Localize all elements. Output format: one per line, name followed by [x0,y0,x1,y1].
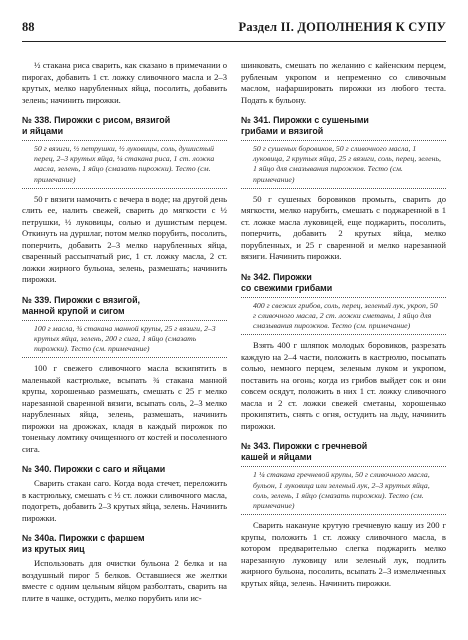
page-header [22,16,446,42]
recipe-title-340a-line1: № 340а. Пирожки с фаршем [22,533,145,544]
running-head: Раздел II. ДОПОЛНЕНИЯ К СУПУ [238,20,446,34]
ingredients-341: 50 г сушеных боровиков, 50 г сливочного масла, 1 луковица, 2 крутых яйца, 25 г вязиги, соль, перец, зелень, 1 яйцо для смазывания пирожков. Тесто (см. примечание) [241,140,446,189]
left-column [22,60,227,604]
recipe-title-342-line2: со свежими грибами [241,282,333,293]
recipe-title-338-line2: и яйцами [22,126,64,136]
recipe-title-338-line1: № 338. Пирожки с рисом, вязигой [22,115,171,125]
recipe-title-340: № 340. Пирожки с саго и яйцами [22,464,166,475]
recipe-body-339: 100 г свежего сливочного масла вскипятить в маленькой кастрюльке, всыпать ¾ стакана манной крупы, хорошенько размешать, смешать с 25 г мелко нарезанной сваренной вязиги, всыпать соль, 2–3 мелко нарубленных яйца, зелень, размешать, начинить пирожки на дрожжах, кладя в каждый пирожок по тоненьку ломтику очищенного от костей и посоленного сига. [22,363,227,454]
recipe-title-339-line1: № 339. Пирожки с вязигой, [22,294,141,305]
recipe-title-339 [22,295,227,317]
ingredients-339: 100 г масла, ¾ стакана манной крупы, 25 г вязиги, 2–3 крутых яйца, зелень, 200 г сига, 1 яйцо (смазать пирожки). Тесто (см. примечание) [22,320,227,359]
recipe-title-340a [22,533,227,555]
recipe-title-343-line1: № 343. Пирожки с гречневой [241,441,368,452]
recipe-title-342-line1: № 342. Пирожки [241,271,312,282]
recipe-title-340a-line2: из крутых яиц [22,544,85,555]
ingredients-338: 50 г вязиги, ½ петрушки, ½ луковицы, соль, душистый перец, 2–3 крутых яйца, ¼ стакана риса, 1 ст. ложка масла, зелень, 1 яйцо (смазать пирожки). Тесто (см. примечание) [22,140,227,189]
recipe-body-338: 50 г вязиги намочить с вечера в воде; на другой день слить ее, налить свежей, сварить до мягкости с ½ петрушки, ½ луковицы, солью и душистым перцем. Откинуть на дуршлаг, потом мелко порубить, посолить, поперчить, добавить 2–3 мелко нарубленных яйца, сваренный рассыпчатый рис, 1 ст. ложку масла, 2 ст. ложки жирного бульона, зелень, размешать; начинить пирожки. [22,193,227,285]
recipe-title-343-line2: кашей и яйцами [241,452,312,463]
recipe-body-343: Сварить накануне крутую гречневую кашу из 200 г крупы, положить 1 ст. ложку сливочного масла, в котором предварительно слегка поджарить мелко нарезанную луковицу или зеленый лук, подлить жирного бульона, посолить, всыпать 2–3 измельченных крутых яйца, зелень. Начинить пирожки. [241,520,446,588]
ingredients-342: 400 г свежих грибов, соль, перец, зеленый лук, укроп, 50 г сливочного масла, 2 ст. ложки сметаны, 1 яйцо для смазывания пирожков. Тесто (см. примечание) [241,297,446,336]
right-column [241,60,446,589]
recipe-body-341: 50 г сушеных боровиков промыть, сварить до мягкости, мелко нарубить, смешать с поджаренной в 1 ст. ложке масла луковицей, еще поджарить, посолить, поперчить, добавить 2 крутых яйца, мелко порубленных, и 25 г сваренной и мелко нарезанной вязиги. Начинить пирожки. [241,193,446,262]
recipe-title-341-line1: № 341. Пирожки с сушеными [241,115,369,125]
ingredients-343: 1 ¼ стакана гречневой крупы, 50 г сливочного масла, бульон, 1 луковица или зеленый лук, 2–3 крутых яйца, соль, зелень, 1 яйцо (смазать пирожки). Тесто (см. примечание) [241,466,446,515]
recipe-title-342 [241,272,446,294]
recipe-title-341-line2: грибами и вязигой [241,126,324,136]
continuation-paragraph: шинковать, смешать по желанию с кайенским перцем, рубленым укропом и непременно со сливочным маслом, нафаршировать пирожки из любого теста. Подать к бульону. [241,60,446,105]
recipe-title-339-line2: манной крупой и сигом [22,305,125,316]
page-number: 88 [22,20,35,34]
recipe-body-340: Сварить стакан саго. Когда вода стечет, переложить в кастрюльку, смешать с ½ ст. ложки сливочного масла, подогреть, добавить 2–3 крутых яйца, зелень. Начинить пирожки. [22,478,227,523]
recipe-title-341 [241,115,446,137]
intro-paragraph: ½ стакана риса сварить, как сказано в примечании о пирогах, добавить 1 ст. ложку сливочного масла и 2–3 крутых, мелко нарубленных яйца, посолить, добавить зелень; начинить пирожки. [22,60,227,105]
recipe-body-342: Взять 400 г шляпок молодых боровиков, разрезать каждую на 2–4 части, положить в кастрюлю, посыпать солью, немного перцем, зеленым луком и укропом, поставить на огонь; когда из грибов выйдет сок и они совсем осядут, положить в них 1 ст. ложку сливочного масла и 2 ст. ложки свежей сметаны, хорошенько прокипятить, снять с огня, остудить на льду, начинить пирожки. [241,340,446,431]
recipe-title-343 [241,441,446,463]
recipe-title-338 [22,115,227,137]
recipe-body-340a: Использовать для очистки бульона 2 белка и на воздушный пирог 5 белков. Оставшиеся же желтки вместе с одним цельным яйцом разболтать, сварить на плите в чашке, остудить, мелко порубить или ис- [22,558,227,603]
